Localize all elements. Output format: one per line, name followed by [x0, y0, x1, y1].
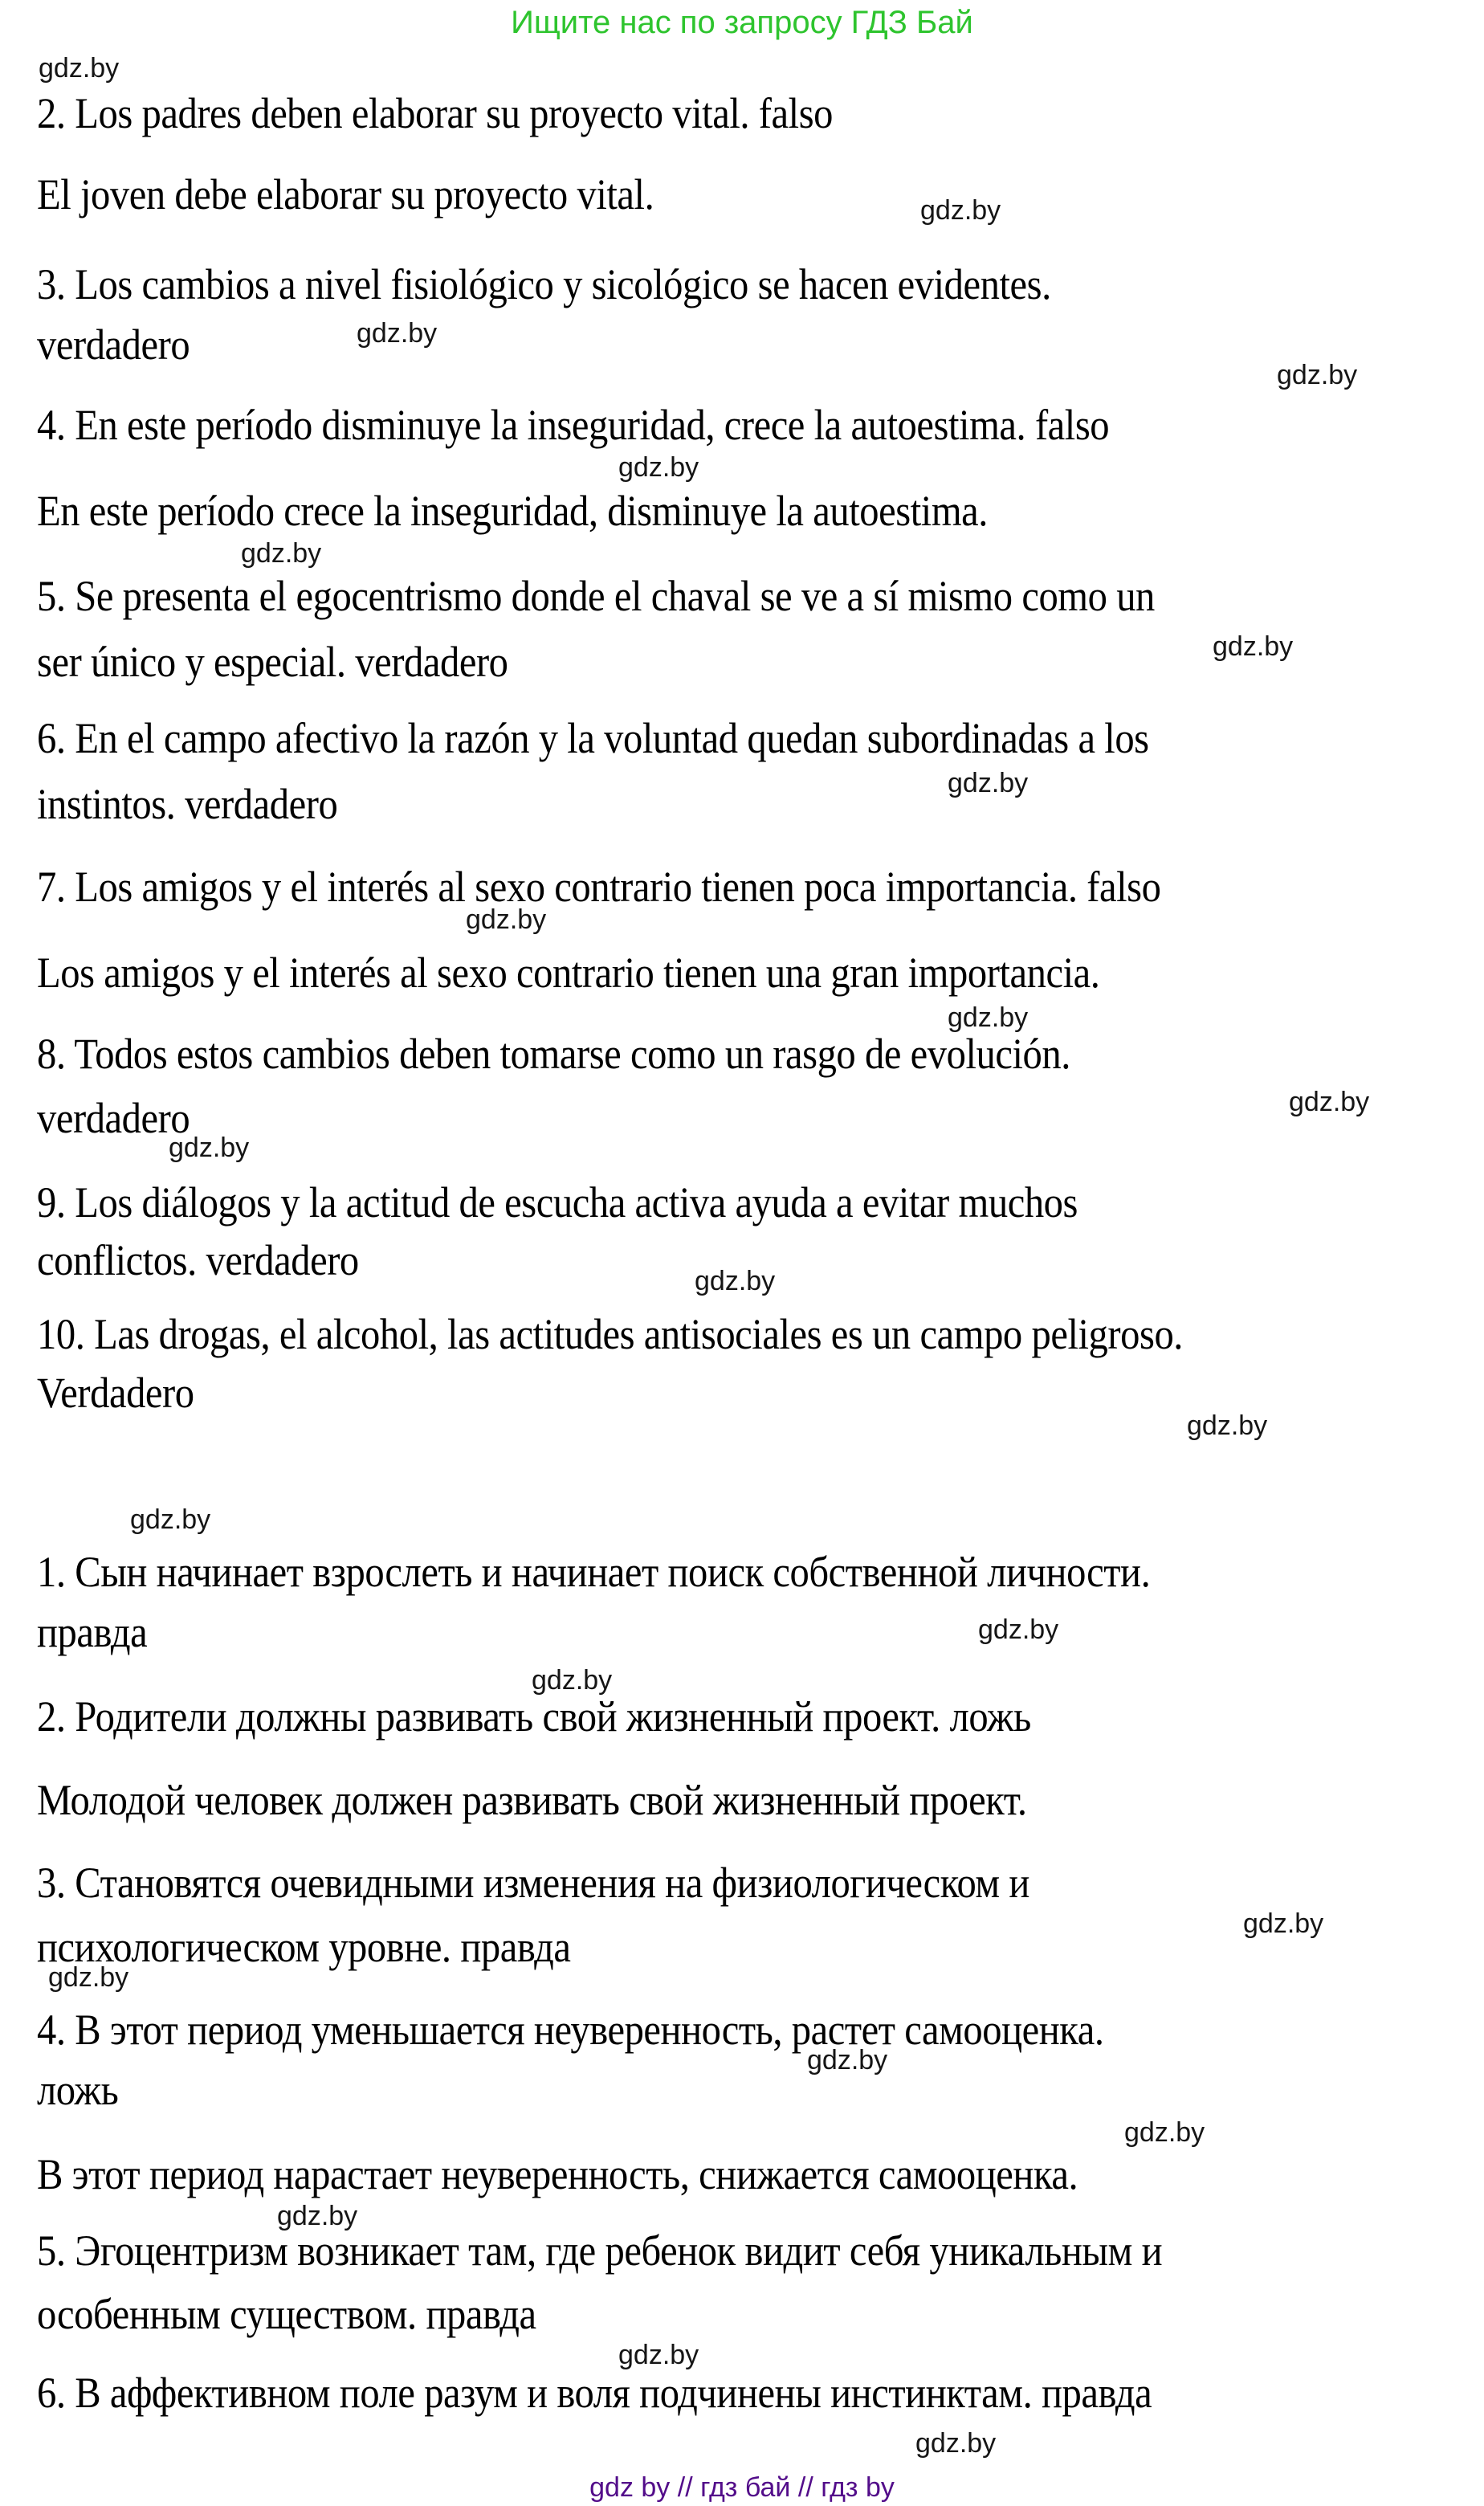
answer-line-es-9-cont: conflictos. verdadero [37, 1236, 359, 1284]
watermark-gdz: gdz.by [1289, 1087, 1370, 1117]
answer-line-ru-5: 5. Эгоцентризм возникает там, где ребенок видит себя уникальным и [37, 2226, 1163, 2275]
answer-line-es-9: 9. Los diálogos y la actitud de escucha activa ayuda a evitar muchos [37, 1178, 1078, 1226]
answer-line-ru-4: 4. В этот период уменьшается неуверенность, растет самооценка. [37, 2006, 1104, 2054]
answer-line-es-7-fix: Los amigos y el interés al sexo contrario tienen una gran importancia. [37, 949, 1100, 997]
answer-line-ru-5-cont: особенным существом. правда [37, 2290, 536, 2338]
watermark-gdz: gdz.by [695, 1266, 776, 1296]
answer-line-es-8-verdict: verdadero [37, 1094, 190, 1142]
answer-line-es-3: 3. Los cambios a nivel fisiológico y sicológico se hacen evidentes. [37, 260, 1051, 308]
watermark-gdz: gdz.by [915, 2428, 997, 2459]
answer-line-es-3-verdict: verdadero [37, 320, 190, 369]
watermark-gdz: gdz.by [920, 195, 1001, 226]
watermark-gdz: gdz.by [1213, 631, 1294, 662]
watermark-gdz: gdz.by [807, 2045, 888, 2075]
watermark-gdz: gdz.by [618, 2340, 699, 2370]
answer-line-es-2-fix: El joven debe elaborar su proyecto vital. [37, 170, 654, 218]
answer-line-es-4: 4. En este período disminuye la inseguridad, crece la autoestima. falso [37, 401, 1110, 449]
watermark-gdz: gdz.by [948, 768, 1029, 798]
watermark-gdz: gdz.by [48, 1962, 129, 1993]
watermark-gdz: gdz.by [1243, 1908, 1324, 1939]
watermark-gdz: gdz.by [357, 318, 438, 349]
answer-line-es-10: 10. Las drogas, el alcohol, las actitudes antisociales es un campo peligroso. [37, 1310, 1184, 1358]
answer-line-ru-3: 3. Становятся очевидными изменения на физиологическом и [37, 1859, 1029, 1907]
answer-line-ru-4-verdict: ложь [37, 2066, 119, 2114]
footer-keywords: gdz by // гдз бай // гдз by [589, 2472, 895, 2503]
watermark-gdz: gdz.by [978, 1614, 1059, 1645]
answer-line-ru-1: 1. Сын начинает взрослеть и начинает поиск собственной личности. [37, 1548, 1151, 1596]
watermark-gdz: gdz.by [466, 904, 547, 935]
answer-line-ru-3-cont: психологическом уровне. правда [37, 1923, 571, 1971]
watermark-gdz: gdz.by [618, 452, 699, 483]
watermark-gdz: gdz.by [1124, 2117, 1205, 2148]
watermark-gdz: gdz.by [130, 1504, 211, 1535]
answer-line-es-5: 5. Se presenta el egocentrismo donde el chaval se ve a sí mismo como un [37, 572, 1155, 620]
answer-line-ru-2: 2. Родители должны развивать свой жизненный проект. ложь [37, 1692, 1031, 1741]
answer-line-ru-2-fix: Молодой человек должен развивать свой жизненный проект. [37, 1776, 1027, 1824]
watermark-gdz: gdz.by [1277, 360, 1358, 390]
promo-banner: Ищите нас по запросу ГДЗ Бай [511, 5, 973, 40]
watermark-gdz: gdz.by [277, 2201, 358, 2231]
watermark-gdz: gdz.by [39, 53, 120, 84]
answer-line-es-10-verdict: Verdadero [37, 1369, 194, 1417]
answer-line-es-2: 2. Los padres deben elaborar su proyecto vital. falso [37, 89, 834, 137]
answer-line-ru-6: 6. В аффективном поле разум и воля подчинены инстинктам. правда [37, 2369, 1152, 2417]
answer-line-es-6: 6. En el campo afectivo la razón y la voluntad quedan subordinadas a los [37, 714, 1149, 762]
answer-line-es-5-cont: ser único y especial. verdadero [37, 638, 508, 686]
watermark-gdz: gdz.by [169, 1133, 250, 1163]
watermark-gdz: gdz.by [241, 538, 322, 569]
watermark-gdz: gdz.by [532, 1665, 613, 1696]
watermark-gdz: gdz.by [1187, 1410, 1268, 1441]
answer-line-ru-1-verdict: правда [37, 1608, 148, 1656]
answer-line-es-6-cont: instintos. verdadero [37, 780, 338, 828]
answer-line-ru-4-fix: В этот период нарастает неуверенность, снижается самооценка. [37, 2150, 1078, 2198]
answer-line-es-4-fix: En este período crece la inseguridad, disminuye la autoestima. [37, 487, 988, 535]
watermark-gdz: gdz.by [948, 1002, 1029, 1033]
answer-line-es-8: 8. Todos estos cambios deben tomarse como un rasgo de evolución. [37, 1030, 1070, 1078]
answer-line-es-7: 7. Los amigos y el interés al sexo contrario tienen poca importancia. falso [37, 863, 1161, 911]
